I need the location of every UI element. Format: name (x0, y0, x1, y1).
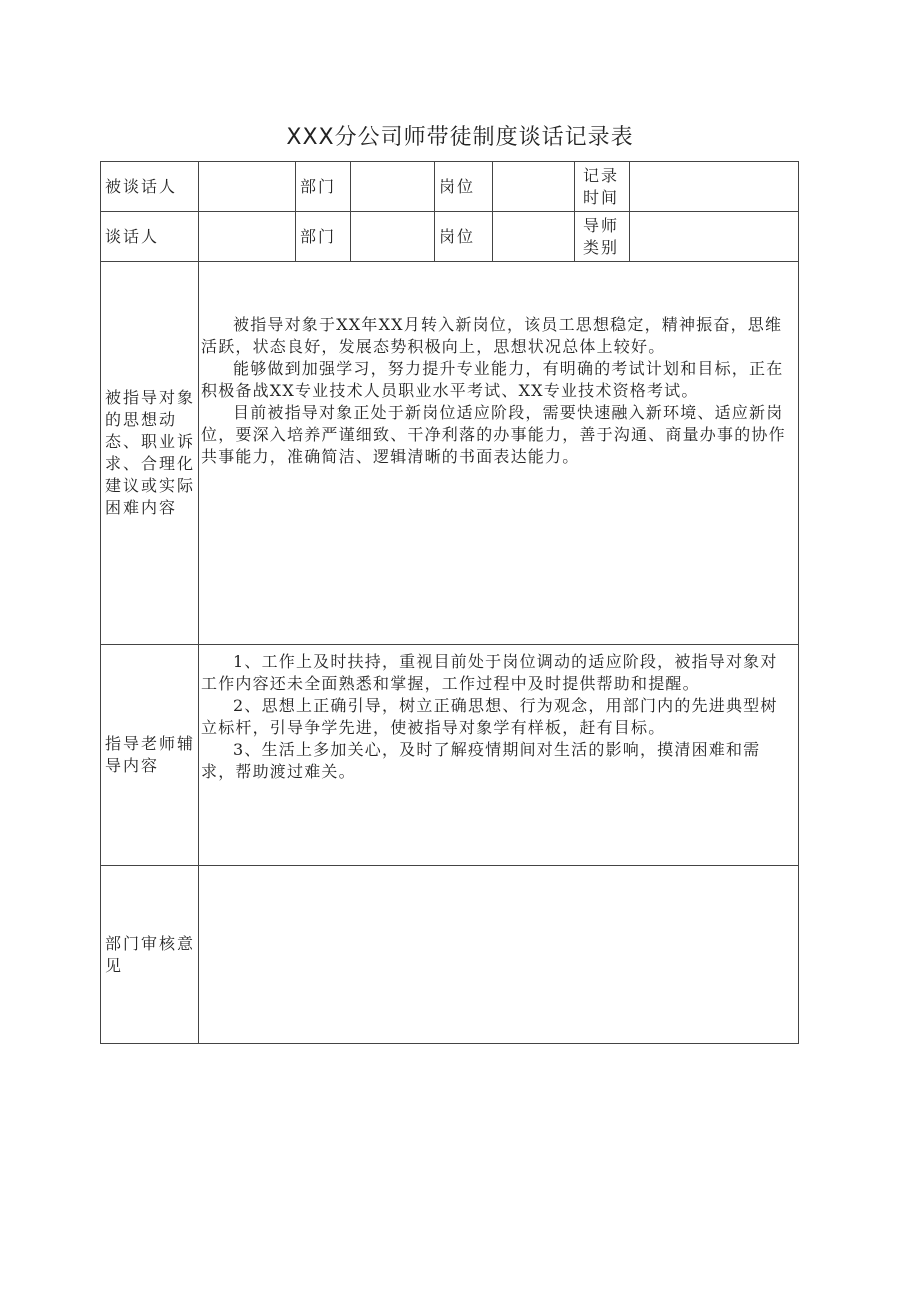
interviewer-post-label: 岗位 (435, 212, 493, 262)
mentee-status-content[interactable] (199, 262, 799, 645)
header-row-interviewer (101, 212, 799, 262)
mentor-category-field[interactable] (630, 212, 799, 262)
dept-review-label: 部门审核意见 (101, 866, 199, 1044)
section-dept-review (101, 866, 799, 1044)
section-mentor-guidance (101, 645, 799, 866)
interviewer-dept-field[interactable] (351, 212, 435, 262)
record-time-field[interactable] (630, 162, 799, 212)
interviewee-label: 被谈话人 (101, 162, 199, 212)
dept-review-content[interactable] (199, 866, 799, 1044)
header-row-interviewee (101, 162, 799, 212)
mentee-status-paragraph: 目前被指导对象正处于新岗位适应阶段，需要快速融入新环境、适应新岗位，要深入培养严谨细致、干净利落的办事能力，善于沟通、商量办事的协作共事能力，准确简洁、逻辑清晰的书面表达能力。 (201, 403, 786, 466)
section-mentee-status (101, 262, 799, 645)
interviewee-dept-label: 部门 (296, 162, 351, 212)
mentor-category-label: 导师类别 (575, 212, 630, 262)
mentee-status-paragraph: 能够做到加强学习，努力提升专业能力，有明确的考试计划和目标，正在积极备战XX专业技术人员职业水平考试、XX专业技术资格考试。 (201, 359, 784, 400)
mentee-status-label: 被指导对象的思想动态、职业诉求、合理化建议或实际困难内容 (101, 262, 199, 645)
interviewee-post-field[interactable] (493, 162, 575, 212)
interviewer-field[interactable] (199, 212, 296, 262)
record-table (100, 161, 799, 1044)
interviewee-field[interactable] (199, 162, 296, 212)
mentor-guidance-item: 2、思想上正确引导，树立正确思想、行为观念，用部门内的先进典型树立标杆，引导争学先进，使被指导对象学有样板，赶有目标。 (201, 696, 778, 737)
mentor-guidance-label: 指导老师辅导内容 (101, 645, 199, 866)
interviewee-dept-field[interactable] (351, 162, 435, 212)
mentee-status-paragraph: 被指导对象于XX年XX月转入新岗位，该员工思想稳定，精神振奋，思维活跃，状态良好，发展态势积极向上，思想状况总体上较好。 (201, 315, 783, 356)
mentor-guidance-item: 1、工作上及时扶持，重视目前处于岗位调动的适应阶段，被指导对象对工作内容还未全面熟悉和掌握，工作过程中及时提供帮助和提醒。 (201, 652, 778, 693)
interviewee-post-label: 岗位 (435, 162, 493, 212)
interviewer-post-field[interactable] (493, 212, 575, 262)
interviewer-dept-label: 部门 (296, 212, 351, 262)
interviewer-label: 谈话人 (101, 212, 199, 262)
record-time-label: 记录时间 (575, 162, 630, 212)
mentor-guidance-content[interactable] (199, 645, 799, 866)
mentor-guidance-item: 3、生活上多加关心，及时了解疫情期间对生活的影响，摸清困难和需求，帮助渡过难关。 (201, 740, 761, 781)
form-title: XXX分公司师带徒制度谈话记录表 (286, 125, 634, 150)
